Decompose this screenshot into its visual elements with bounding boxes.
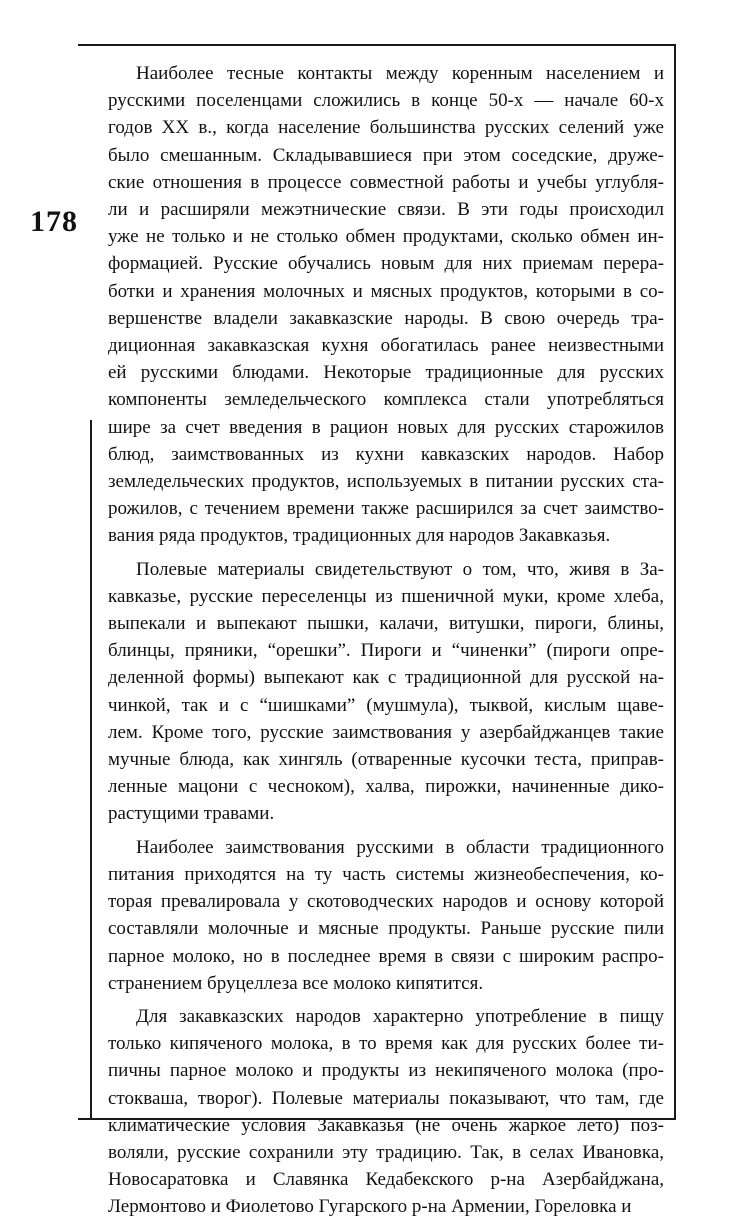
text-line: климатические условия Закавказья (не очень жаркое лето) поз- [108, 1114, 664, 1136]
paragraph [108, 834, 664, 997]
text-line: компоненты земледельческого комплекса стали употребляться [108, 389, 664, 411]
text-line: только кипяченого молока, в то время как для русских более ти- [108, 1033, 664, 1055]
text-line: диционная закавказская кухня обогатилась ранее неизвестными [108, 335, 664, 357]
text-line: выпекали и выпекают пышки, калачи, витушки, пироги, блины, [108, 613, 664, 635]
text-line: парное молоко, но в последнее время в связи с широким распро- [108, 945, 664, 967]
paragraph [108, 1003, 664, 1221]
text-line: ботки и хранения молочных и мясных продуктов, которыми в со- [108, 280, 664, 302]
text-line: растущими травами. [108, 803, 275, 825]
paragraph [108, 60, 664, 550]
text-line: Наиболее заимствования русскими в области традиционного [136, 836, 664, 858]
text-line: Наиболее тесные контакты между коренным населением и [136, 63, 664, 84]
text-line: Лермонтово и Фиолетово Гугарского р-на Армении, Гореловка и [108, 1196, 632, 1218]
left-border-rule [90, 420, 92, 1118]
text-line: деленной формы) выпекают как с традиционной для русской на- [108, 667, 664, 689]
text-line: Для закавказских народов характерно употребление в пищу [136, 1005, 664, 1027]
text-line: мучные блюда, как хингяль (отваренные кусочки теста, приправ- [108, 749, 664, 771]
text-line: ей русскими блюдами. Некоторые традиционные для русских [108, 362, 664, 384]
text-line: ленные мацони с чесноком), халва, пирожки, начиненные дико- [108, 776, 664, 798]
text-line: пичны парное молоко и продукты из некипяченого молока (про- [108, 1060, 664, 1082]
text-line: годов XX в., когда население большинства русских селений уже [108, 117, 664, 139]
text-line: уже не только и не столько обмен продуктами, сколько обмен ин- [108, 226, 664, 248]
text-line: лем. Кроме того, русские заимствования у азербайджанцев такие [108, 721, 664, 743]
right-border-rule [674, 44, 676, 1118]
text-line: торая превалировала у скотоводческих народов и основу которой [108, 891, 664, 913]
text-line: русскими поселенцами сложились в конце 50-х — начале 60-х [108, 90, 664, 112]
text-line: составляли молочные и мясные продукты. Раньше русские пили [108, 918, 664, 940]
text-line: питания приходятся на ту часть системы жизнеобеспечения, ко- [108, 863, 664, 885]
text-line: рожилов, с течением времени также расширился за счет заимство- [108, 498, 664, 520]
text-line: Полевые материалы свидетельствуют о том, что, живя в За- [136, 558, 664, 580]
text-line: формацией. Русские обучались новым для них приемам перера- [108, 253, 664, 275]
text-line: странением бруцеллеза все молоко кипятится. [108, 972, 484, 994]
top-border-rule [78, 44, 674, 46]
text-line: вершенстве владели закавказские народы. В свою очередь тра- [108, 307, 664, 329]
text-line: Новосаратовка и Славянка Кедабекского р-на Азербайджана, [108, 1169, 664, 1191]
text-line: вания ряда продуктов, традиционных для народов Закавказья. [108, 525, 611, 547]
paragraph [108, 556, 664, 828]
text-line: кавказье, русские переселенцы из пшеничной муки, кроме хлеба, [108, 585, 664, 607]
text-line: блинцы, пряники, “орешки”. Пироги и “чиненки” (пироги опре- [108, 640, 664, 662]
text-line: воляли, русские сохранили эту традицию. Так, в селах Ивановка, [108, 1141, 664, 1163]
text-line: земледельческих продуктов, используемых в питании русских ста- [108, 471, 664, 493]
text-line: ли и расширяли межэтнические связи. В эти годы происходил [108, 199, 664, 221]
page-number: 178 [30, 205, 78, 238]
body-text [108, 60, 664, 1221]
text-line: стокваша, творог). Полевые материалы показывают, что там, где [108, 1087, 664, 1109]
text-line: было смешанным. Складывавшиеся при этом соседские, друже- [108, 144, 664, 166]
text-line: шире за счет введения в рацион новых для русских старожилов [108, 416, 664, 438]
text-line: блюд, заимствованных из кухни кавказских народов. Набор [108, 443, 664, 465]
text-line: чинкой, так и с “шишками” (мушмула), тыквой, кислым щаве- [108, 694, 664, 716]
text-line: ские отношения в процессе совместной работы и учебы углубля- [108, 171, 664, 193]
